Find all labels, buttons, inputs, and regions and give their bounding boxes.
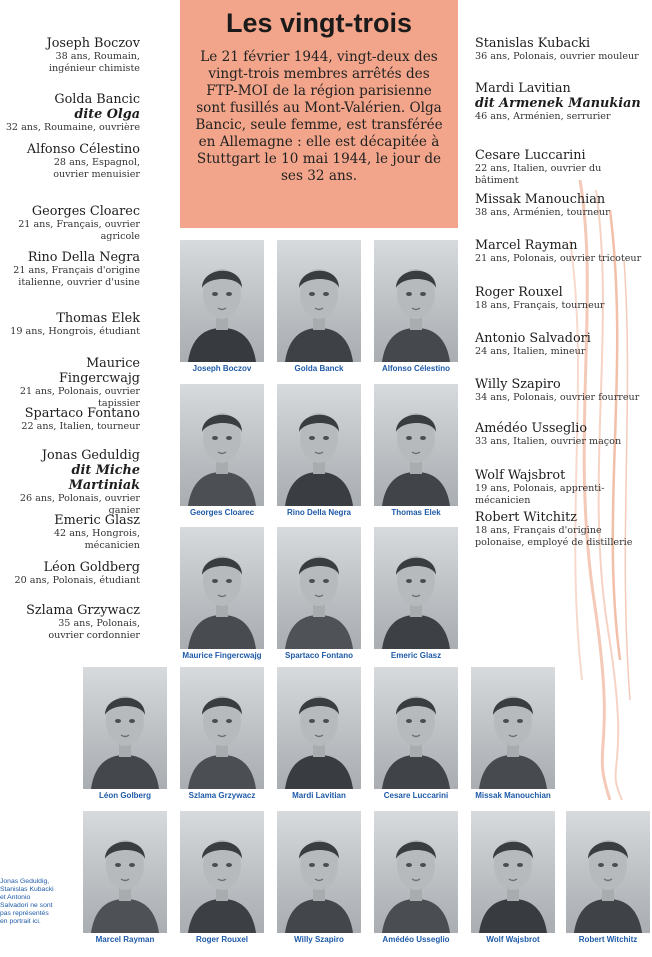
person-name: Marcel Rayman xyxy=(475,238,578,253)
person-description: 24 ans, Italien, mineur xyxy=(475,346,586,357)
portrait-caption: Emeric Glasz xyxy=(390,651,442,660)
person-entry xyxy=(2,560,140,587)
portrait-caption: Robert Witchitz xyxy=(578,935,638,944)
person-description: 22 ans, Italien, tourneur xyxy=(21,421,140,432)
person-name: Golda Bancic xyxy=(54,92,140,107)
person-description: 34 ans, Polonais, ouvrier fourreur xyxy=(475,392,640,403)
portrait-silhouette xyxy=(83,667,167,789)
person-entry xyxy=(2,250,140,289)
person-entry xyxy=(475,81,647,123)
person-description: 22 ans, Italien, ouvrier du bâtiment xyxy=(475,163,602,186)
person-name: Thomas Elek xyxy=(56,311,140,326)
person-description: 21 ans, Français d'origine xyxy=(13,265,140,276)
person-description: 21 ans, Français, ouvrier agricole xyxy=(18,219,140,242)
portrait-photo xyxy=(83,667,167,789)
person-description: 18 ans, Français d'origine xyxy=(475,525,602,536)
portrait-caption: Marcel Rayman xyxy=(95,935,155,944)
portrait-silhouette xyxy=(374,667,458,789)
portrait-photo xyxy=(277,667,361,789)
person-description: 19 ans, Hongrois, étudiant xyxy=(10,326,140,337)
person-name: Willy Szapiro xyxy=(475,377,561,392)
portrait-photo xyxy=(83,811,167,933)
portrait-silhouette xyxy=(277,811,361,933)
person-alias: dite Olga xyxy=(74,107,140,122)
person-description: 38 ans, Roumain, xyxy=(55,51,140,62)
person-name: Léon Goldberg xyxy=(43,560,140,575)
person-entry xyxy=(2,36,140,75)
page-title: Les vingt-trois xyxy=(225,8,413,38)
portrait-caption: Rino Della Negra xyxy=(286,508,351,517)
portrait-caption: Cesare Luccarini xyxy=(383,791,449,800)
portrait-photo xyxy=(471,667,555,789)
portrait-caption: Willy Szapiro xyxy=(294,935,344,944)
person-description: 26 ans, Polonais, ouvrier ganier xyxy=(19,493,140,516)
portrait-silhouette xyxy=(277,384,361,506)
portrait-silhouette xyxy=(471,667,555,789)
person-name: Maurice Fingercwajg xyxy=(58,356,140,386)
portrait-silhouette xyxy=(83,811,167,933)
person-name: Amédéo Usseglio xyxy=(475,421,588,436)
portrait-photo xyxy=(180,527,264,649)
person-entry xyxy=(475,238,647,265)
person-description: 36 ans, Polonais, ouvrier mouleur xyxy=(475,51,639,62)
person-description: 21 ans, Polonais, ouvrier tapissier xyxy=(19,386,140,409)
person-name: Missak Manouchian xyxy=(475,192,606,207)
portrait-photo xyxy=(566,811,650,933)
person-name: Mardi Lavitian xyxy=(475,81,571,96)
portrait-caption: Missak Manouchian xyxy=(475,791,551,800)
person-description: 33 ans, Italien, ouvrier maçon xyxy=(475,436,622,447)
person-entry xyxy=(475,468,647,507)
person-name: Stanislas Kubacki xyxy=(475,36,591,51)
person-description: 46 ans, Arménien, serrurier xyxy=(475,111,611,122)
person-description: ouvrier cordonnier xyxy=(48,630,140,641)
portrait-silhouette xyxy=(277,240,361,362)
person-alias: dit Miche Martiniak xyxy=(68,463,140,493)
person-description: ingénieur chimiste xyxy=(48,63,140,74)
portrait-caption: Wolf Wajsbrot xyxy=(486,935,540,944)
person-description: 38 ans, Arménien, tourneur xyxy=(475,207,610,218)
person-description: 32 ans, Roumaine, ouvrière xyxy=(5,122,140,133)
person-description: 19 ans, Polonais, apprenti-mécanicien xyxy=(475,483,605,506)
person-name: Szlama Grzywacz xyxy=(26,603,140,618)
person-entry xyxy=(2,311,140,338)
person-description: 35 ans, Polonais, xyxy=(58,618,140,629)
side-note: Jonas Geduldig, Stanislas Kubacki et Antonio Salvadori ne sont pas représentés en portrait ici. xyxy=(0,878,54,925)
person-entry xyxy=(475,331,647,358)
person-entry xyxy=(2,204,140,243)
portrait-photo xyxy=(277,240,361,362)
portrait-photo xyxy=(374,667,458,789)
person-entry xyxy=(475,192,647,219)
person-entry xyxy=(475,36,647,63)
portrait-caption: Mardi Lavitian xyxy=(292,791,346,800)
person-name: Rino Della Negra xyxy=(27,250,140,265)
portrait-photo xyxy=(374,527,458,649)
person-entry xyxy=(2,448,140,517)
portrait-silhouette xyxy=(566,811,650,933)
portrait-caption: Roger Rouxel xyxy=(195,935,248,944)
person-name: Robert Witchitz xyxy=(475,510,577,525)
person-name: Cesare Luccarini xyxy=(475,148,586,163)
portrait-caption: Amédéo Usseglio xyxy=(382,935,450,944)
portrait-photo xyxy=(374,811,458,933)
portrait-photo xyxy=(180,811,264,933)
portrait-caption: Joseph Boczov xyxy=(192,364,252,373)
person-entry xyxy=(2,142,140,181)
portrait-silhouette xyxy=(180,240,264,362)
portrait-photo xyxy=(374,384,458,506)
person-description: 18 ans, Français, tourneur xyxy=(475,300,605,311)
title-panel xyxy=(180,0,458,228)
person-name: Antonio Salvadori xyxy=(475,331,591,346)
person-description: polonaise, employé de distillerie xyxy=(475,537,633,548)
person-entry xyxy=(475,510,647,549)
portrait-caption: Golda Banck xyxy=(294,364,344,373)
portrait-silhouette xyxy=(180,384,264,506)
portrait-photo xyxy=(374,240,458,362)
person-alias: dit Armenek Manukian xyxy=(475,96,641,111)
person-name: Emeric Glasz xyxy=(54,513,140,528)
portrait-photo xyxy=(180,667,264,789)
portrait-caption: Spartaco Fontano xyxy=(284,651,353,660)
portrait-silhouette xyxy=(180,667,264,789)
portrait-silhouette xyxy=(277,667,361,789)
portrait-caption: Thomas Elek xyxy=(391,508,441,517)
portrait-caption: Georges Cloarec xyxy=(189,508,255,517)
portrait-silhouette xyxy=(374,811,458,933)
portrait-caption: Szlama Grzywacz xyxy=(188,791,256,800)
person-name: Roger Rouxel xyxy=(475,285,563,300)
portrait-caption: Alfonso Célestino xyxy=(381,364,450,373)
portrait-photo xyxy=(277,384,361,506)
portrait-silhouette xyxy=(180,527,264,649)
portrait-photo xyxy=(180,240,264,362)
portrait-silhouette xyxy=(277,527,361,649)
person-name: Georges Cloarec xyxy=(31,204,140,219)
portrait-photo xyxy=(471,811,555,933)
person-entry xyxy=(475,285,647,312)
portrait-photo xyxy=(277,527,361,649)
portrait-photo xyxy=(180,384,264,506)
person-name: Joseph Boczov xyxy=(46,36,140,51)
person-description: 21 ans, Polonais, ouvrier tricoteur xyxy=(475,253,642,264)
person-entry xyxy=(2,92,140,134)
person-entry xyxy=(2,406,140,433)
portrait-silhouette xyxy=(471,811,555,933)
person-entry xyxy=(475,421,647,448)
portrait-silhouette xyxy=(180,811,264,933)
portrait-caption: Léon Golberg xyxy=(99,791,151,800)
person-entry xyxy=(2,356,140,410)
portrait-photo xyxy=(277,811,361,933)
person-name: Jonas Geduldig xyxy=(41,448,140,463)
portrait-silhouette xyxy=(374,527,458,649)
person-name: Alfonso Célestino xyxy=(26,142,140,157)
person-entry xyxy=(2,603,140,642)
person-description: 42 ans, Hongrois, mécanicien xyxy=(53,528,140,551)
person-entry xyxy=(475,377,647,404)
person-description: 28 ans, Espagnol, xyxy=(53,157,140,168)
portrait-silhouette xyxy=(374,240,458,362)
intro-paragraph: Le 21 février 1944, vingt-deux des vingt-trois membres arrêtés des FTP-MOI de la région parisienne sont fusillés au Mont-Valérien. Olga Bancic, seule femme, est transférée en Allemagne : elle est décapitée à Stuttgart le 10 mai 1944, le jour de ses 32 ans. xyxy=(195,49,443,184)
person-name: Wolf Wajsbrot xyxy=(475,468,566,483)
person-description: italienne, ouvrier d'usine xyxy=(18,277,140,288)
person-entry xyxy=(2,513,140,552)
person-entry xyxy=(475,148,647,187)
person-description: ouvrier menuisier xyxy=(53,169,140,180)
person-description: 20 ans, Polonais, étudiant xyxy=(14,575,140,586)
person-name: Spartaco Fontano xyxy=(24,406,140,421)
portrait-silhouette xyxy=(374,384,458,506)
portrait-caption: Maurice Fingercwajg xyxy=(182,651,262,660)
